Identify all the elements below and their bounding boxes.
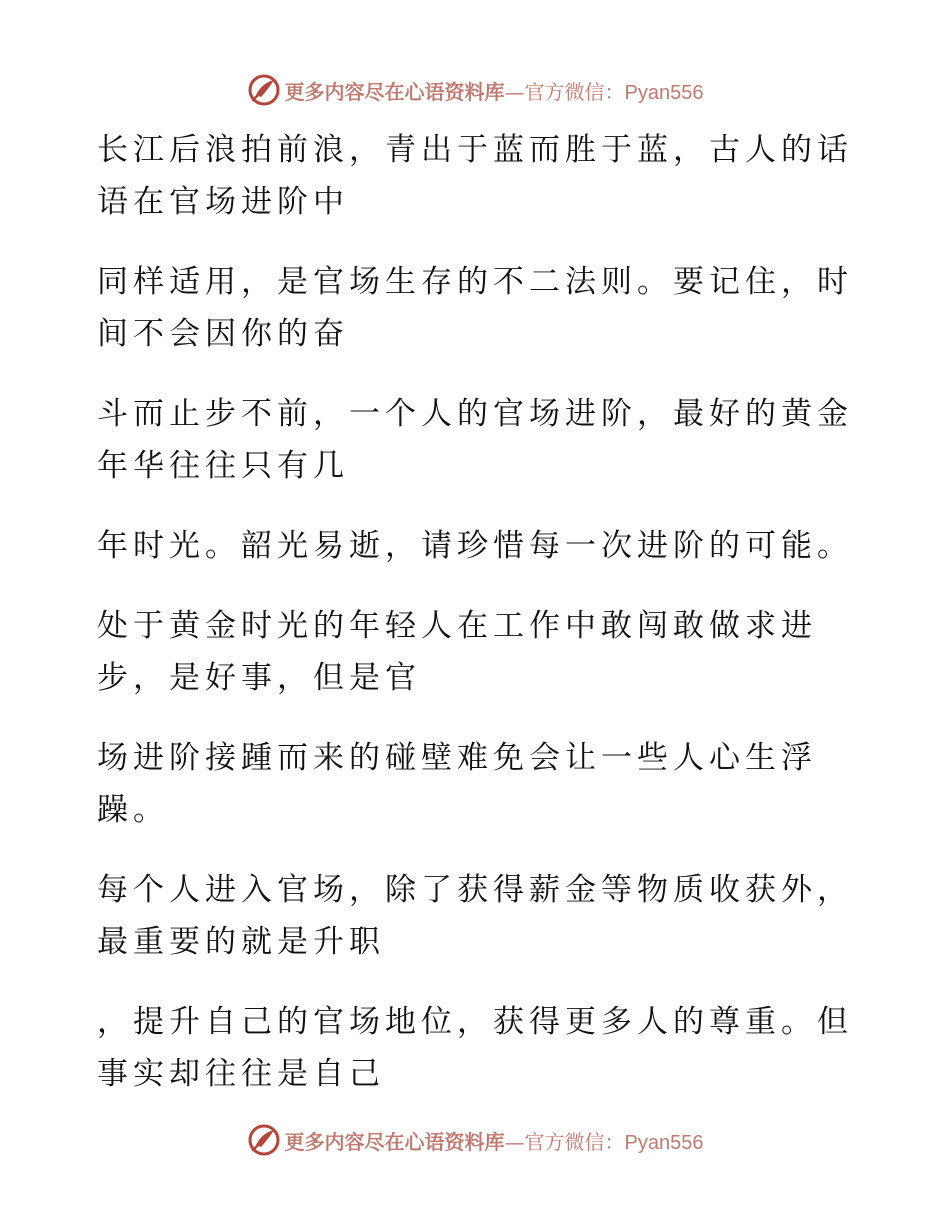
text-line: 语在官场进阶中 (97, 184, 349, 220)
header-watermark (0, 70, 950, 110)
paragraph (97, 864, 853, 968)
footer-watermark (0, 1120, 950, 1160)
paragraph (97, 732, 837, 836)
footer-separator: — (504, 1129, 525, 1154)
text-line: 年时光。韶光易逝，请珍惜每一次进阶的可能。 (97, 528, 853, 564)
header-wechat-label: 官方微信： (524, 79, 625, 104)
text-line: 步，是好事，但是官 (97, 660, 421, 696)
text-line: 事实却往往是自己 (97, 1056, 385, 1092)
header-slogan: 更多内容尽在心语资料库 (284, 79, 505, 104)
footer-watermark-text (285, 1126, 704, 1155)
footer-wechat-label: 官方微信： (524, 1129, 625, 1154)
paragraph (97, 520, 853, 572)
footer-wechat-id: Pyan556 (624, 1131, 704, 1154)
text-line: 每个人进入官场，除了获得薪金等物质收获外， (97, 872, 853, 908)
logo-icon (247, 73, 281, 107)
document-body (97, 124, 853, 1128)
text-line: 处于黄金时光的年轻人在工作中敢闯敢做求进 (97, 608, 817, 644)
paragraph (97, 600, 837, 704)
text-line: ，提升自己的官场地位，获得更多人的尊重。但 (97, 1004, 853, 1040)
text-line: 年华往往只有几 (97, 448, 349, 484)
text-line: 场进阶接踵而来的碰壁难免会让一些人心生浮 (97, 740, 817, 776)
paragraph (97, 124, 853, 228)
logo-icon (247, 1123, 281, 1157)
footer-slogan: 更多内容尽在心语资料库 (284, 1129, 505, 1154)
header-separator: — (504, 79, 525, 104)
paragraph (97, 388, 853, 492)
text-line: 最重要的就是升职 (97, 924, 385, 960)
text-line: 同样适用，是官场生存的不二法则。要记住，时 (97, 264, 853, 300)
text-line: 躁。 (97, 792, 169, 828)
text-line: 斗而止步不前，一个人的官场进阶，最好的黄金 (97, 396, 853, 432)
header-watermark-text (285, 76, 704, 105)
paragraph (97, 996, 853, 1100)
paragraph (97, 256, 853, 360)
header-wechat-id: Pyan556 (624, 81, 704, 104)
text-line: 间不会因你的奋 (97, 316, 349, 352)
text-line: 长江后浪拍前浪，青出于蓝而胜于蓝，古人的话 (97, 132, 853, 168)
